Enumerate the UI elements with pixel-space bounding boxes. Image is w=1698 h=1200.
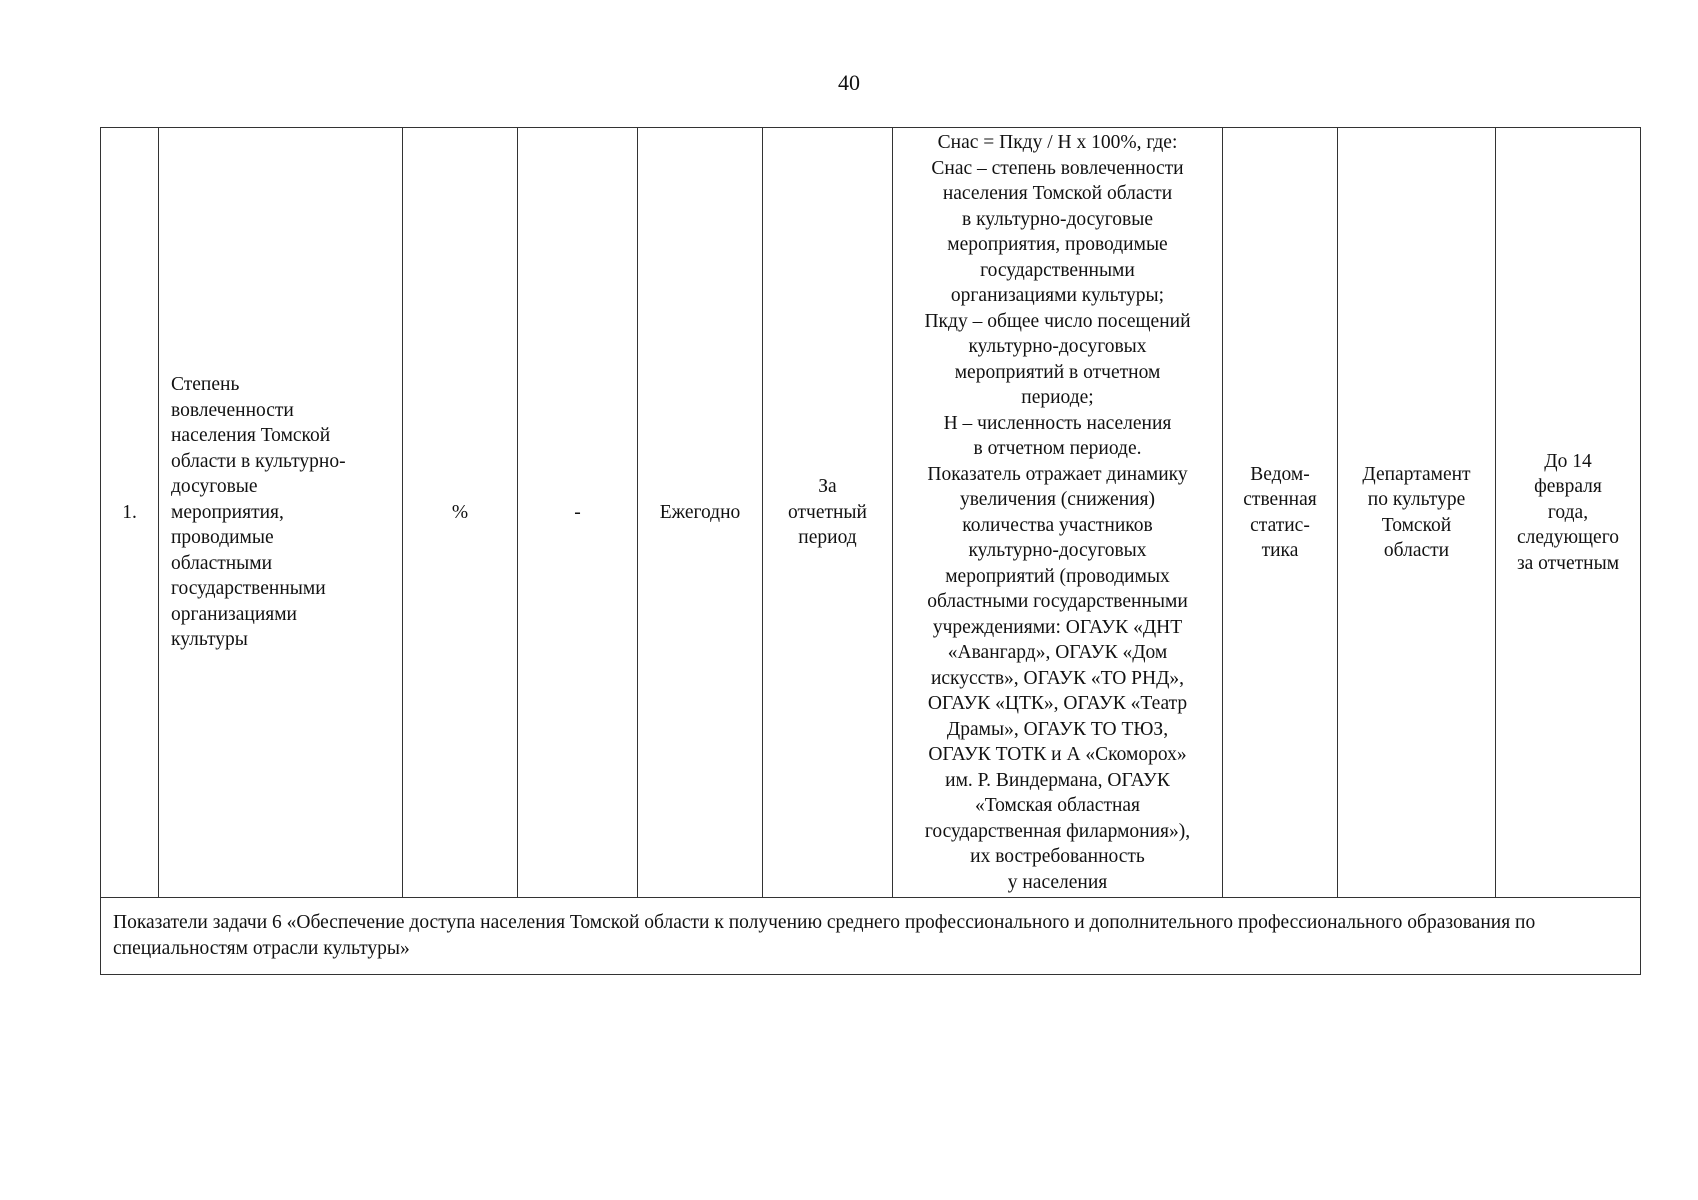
indicator-name-cell (159, 128, 403, 898)
data-source-cell (1223, 128, 1338, 898)
indicator-name-line: досуговые (171, 476, 258, 498)
method-line: культурно-досуговых (968, 336, 1147, 357)
deadline-line: следующего (1517, 527, 1619, 549)
method-line: Драмы», ОГАУК ТО ТЮЗ, (946, 718, 1169, 740)
method-line: культурно-досуговых (968, 540, 1147, 561)
method-line: им. Р. Виндермана, ОГАУК (945, 769, 1170, 791)
method-line: искусств», ОГАУК «ТО РНД», (930, 667, 1185, 689)
method-line: Показатель отражает динамику (927, 463, 1188, 485)
indicators-table (100, 127, 1641, 975)
deadline-line: февраля (1534, 476, 1602, 498)
method-line: в культурно-досуговые (961, 208, 1154, 230)
indicator-name-line: культуры (171, 629, 248, 651)
source-line: тика (1261, 540, 1299, 561)
frequency-cell (638, 128, 763, 898)
source-line: статис- (1250, 514, 1310, 536)
row-number-cell (101, 128, 159, 898)
method-line: государственными (980, 259, 1135, 281)
method-line: населения Томской области (942, 183, 1173, 204)
section-header-text: Показатели задачи 6 «Обеспечение доступа населения Томской области к получению среднего профессионального и дополнительного профессионального образования по специальностям отрасли культуры» (113, 912, 1536, 959)
deadline-line: года, (1547, 501, 1589, 523)
method-line: у населения (1007, 871, 1108, 893)
period-line: За (818, 476, 837, 498)
period-cell (763, 128, 893, 898)
method-line: в отчетном периоде. (973, 438, 1142, 459)
method-line: Пкду – общее число посещений (924, 310, 1191, 332)
source-line: ственная (1243, 489, 1317, 510)
deadline-line: До 14 (1544, 450, 1592, 472)
indicator-name-line: государственными (171, 578, 326, 600)
period-line: отчетный (788, 501, 867, 523)
base-value: - (574, 501, 581, 523)
frequency-value: Ежегодно (659, 501, 741, 523)
indicator-name-line: областными (171, 552, 273, 574)
deadline-cell (1496, 128, 1641, 898)
period-line: период (798, 527, 857, 549)
indicator-name-line: Степень (171, 374, 240, 396)
method-line: мероприятий в отчетном (954, 361, 1161, 383)
method-line: периоде; (1021, 387, 1094, 408)
method-line: Н – численность населения (943, 412, 1172, 434)
method-line: ОГАУК «ЦТК», ОГАУК «Театр (927, 693, 1188, 714)
indicator-name-line: области в культурно- (171, 450, 346, 472)
method-line: организациями культуры; (950, 285, 1165, 306)
responsible-cell (1338, 128, 1496, 898)
table-row (101, 128, 1641, 898)
indicator-name-line: населения Томской (171, 425, 331, 447)
method-line: их востребованность (970, 846, 1145, 867)
method-line: увеличения (снижения) (959, 489, 1156, 510)
deadline-line: за отчетным (1516, 552, 1620, 574)
method-line: Снас – степень вовлеченности (931, 157, 1184, 179)
method-line: мероприятий (проводимых (945, 565, 1170, 587)
section-header-row (101, 898, 1641, 975)
section-header-cell (101, 898, 1641, 975)
unit-value: % (451, 501, 469, 523)
method-line: Снас = Пкду / Н х 100%, где: (937, 132, 1178, 153)
responsible-line: Томской (1381, 514, 1452, 536)
responsible-line: области (1383, 540, 1450, 561)
page-number: 40 (838, 70, 860, 95)
method-line: областными государственными (927, 591, 1188, 612)
method-line: ОГАУК ТОТК и А «Скоморох» (928, 744, 1187, 765)
method-line: учреждениями: ОГАУК «ДНТ (932, 616, 1183, 638)
calculation-method-cell (893, 128, 1223, 898)
responsible-line: Департамент (1362, 463, 1471, 485)
method-line: «Томская областная (974, 795, 1141, 816)
method-line: мероприятия, проводимые (947, 234, 1168, 255)
unit-cell (403, 128, 518, 898)
source-line: Ведом- (1250, 463, 1310, 485)
indicator-name-line: мероприятия, (171, 501, 284, 523)
indicator-name-line: вовлеченности (171, 399, 294, 421)
method-line: количества участников (962, 514, 1153, 536)
row-number: 1. (122, 501, 137, 523)
base-value-cell (518, 128, 638, 898)
method-line: государственная филармония»), (924, 820, 1191, 842)
responsible-line: по культуре (1367, 489, 1466, 510)
indicator-name-line: проводимые (171, 527, 274, 549)
method-line: «Авангард», ОГАУК «Дом (947, 642, 1168, 663)
indicator-name-line: организациями (171, 603, 297, 625)
